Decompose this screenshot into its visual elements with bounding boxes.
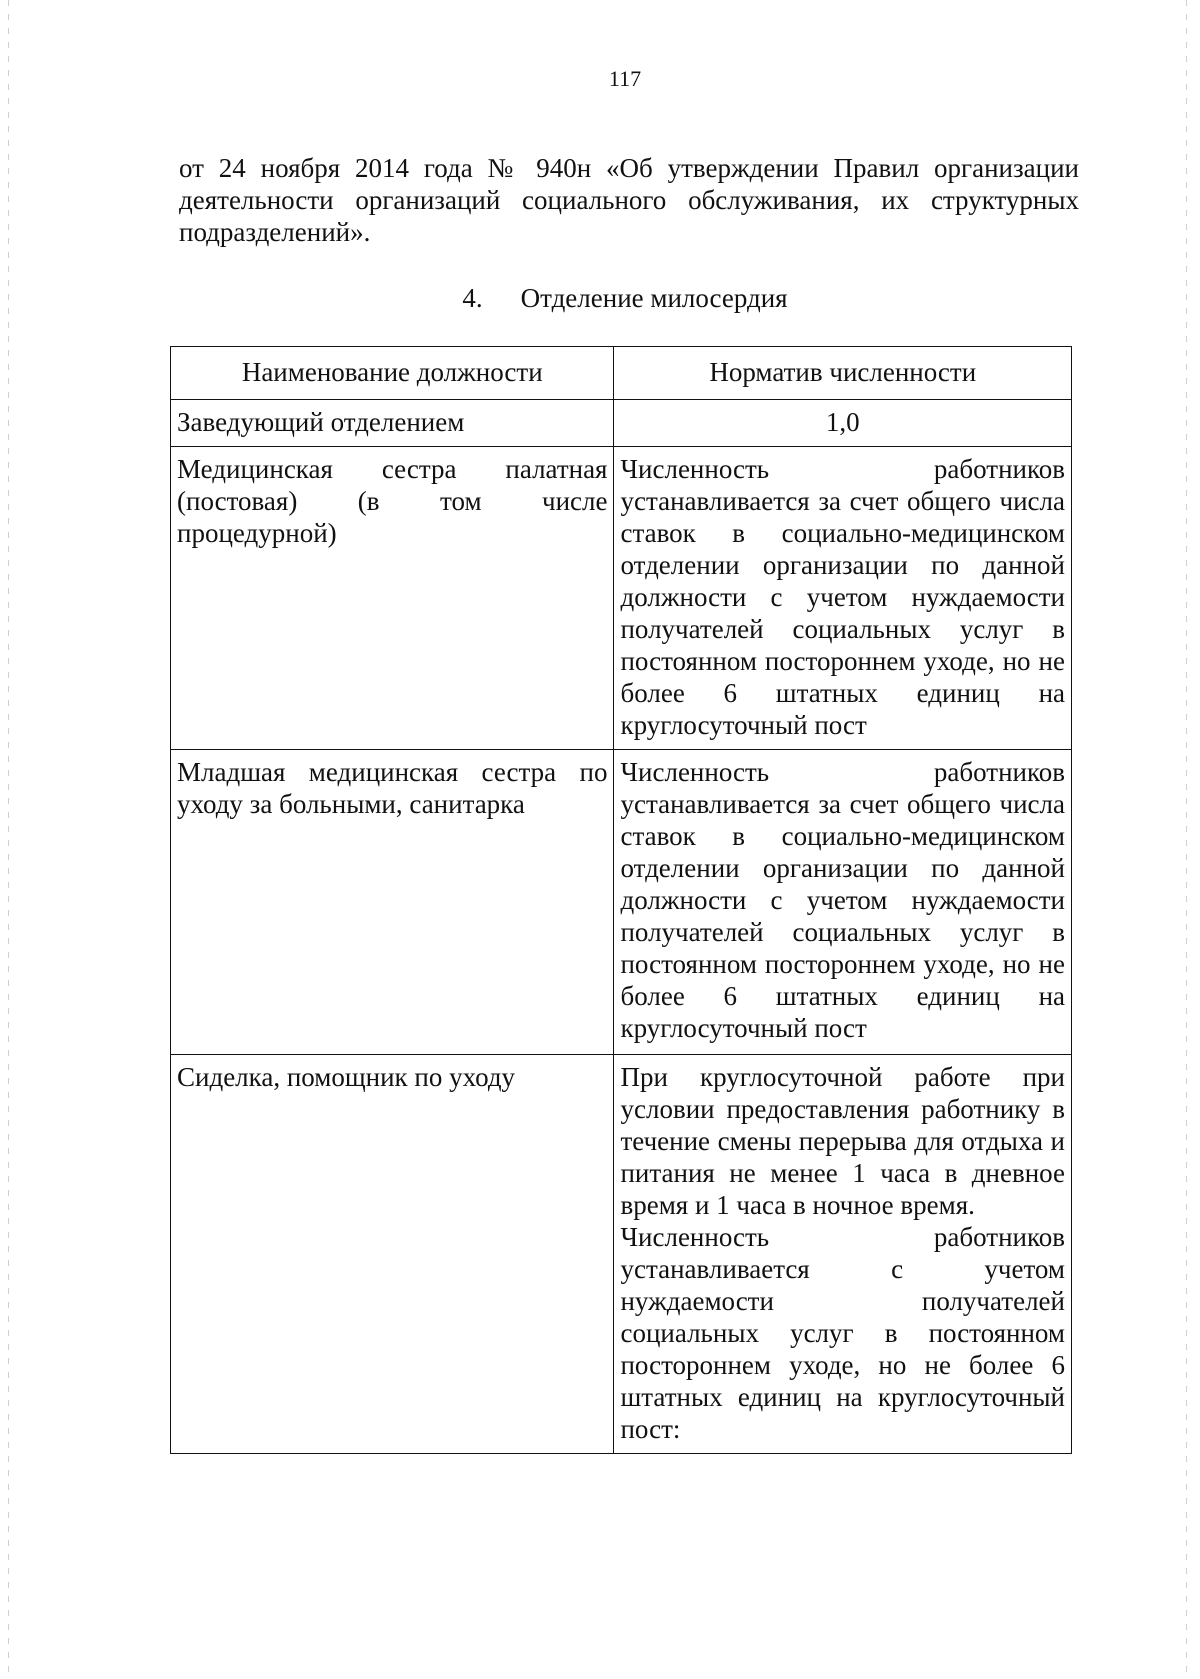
position-cell: Младшая медицинская сестра по уходу за больными, санитарка [171,750,614,1055]
scan-edge-left [8,0,9,1679]
header-norm: Норматив численности [614,347,1072,400]
position-cell: Медицинская сестра палатная (постовая) (в том числе процедурной) [171,447,614,750]
table-row [171,400,1072,447]
norm-cell: Численность работников устанавливается за счет общего числа ставок в социально-медицинском отделении организации по данной должности с учетом нуждаемости получателей социальных услуг в постоянном постороннем уходе, но не более 6 штатных единиц на круглосуточный пост [614,750,1072,1055]
table-row [171,1055,1072,1454]
table-row [171,750,1072,1055]
staff-norms-table [170,346,1072,1454]
norm-paragraph: При круглосуточной работе при условии предоставления работнику в течение смены перерыва для отдыха и питания не менее 1 часа в дневное время и 1 часа в ночное время. [620,1062,1065,1220]
position-cell: Сиделка, помощник по уходу [171,1055,614,1454]
norm-cell [614,1055,1072,1454]
scan-edge-right [1186,0,1187,1679]
table-row [171,447,1072,750]
norm-paragraph: Численность работников устанавливается с учетом нуждаемости получателей социальных услуг в постоянном постороннем уходе, но не более 6 штатных единиц на круглосуточный пост: [620,1222,1065,1444]
position-cell: Заведующий отделением [171,400,614,447]
page-number: 117 [608,66,642,91]
section-title: Отделение милосердия [520,283,788,313]
header-position: Наименование должности [171,347,614,400]
norm-cell: 1,0 [614,400,1072,447]
section-heading [0,283,1200,314]
intro-paragraph: от 24 ноября 2014 года № 940н «Об утверждении Правил организации деятельности организаций социального обслуживания, их структурных подразделений». [179,153,1079,247]
section-number: 4. [462,283,483,313]
norm-cell: Численность работников устанавливается за счет общего числа ставок в социально-медицинском отделении организации по данной должности с учетом нуждаемости получателей социальных услуг в постоянном постороннем уходе, но не более 6 штатных единиц на круглосуточный пост [614,447,1072,750]
table-header-row [171,347,1072,400]
